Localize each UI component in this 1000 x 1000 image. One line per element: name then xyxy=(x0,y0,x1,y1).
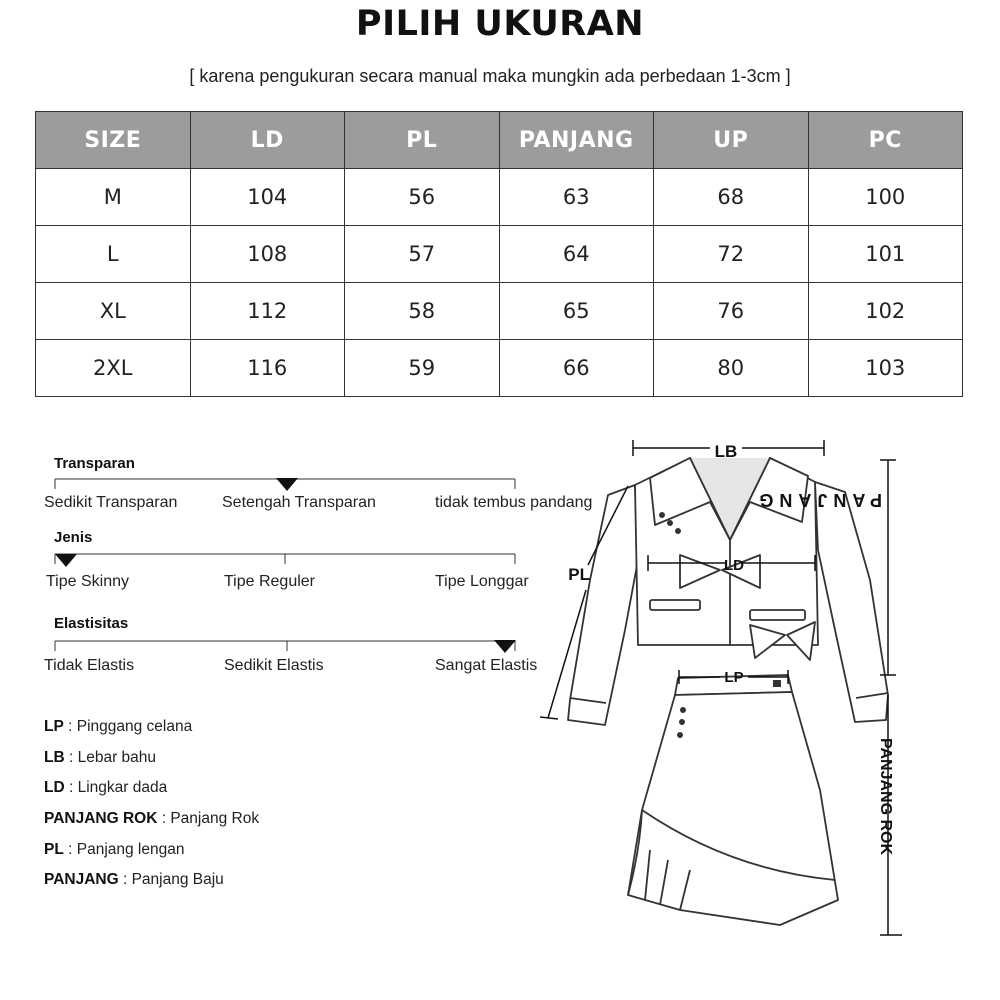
scale-option: Tipe Reguler xyxy=(224,573,316,590)
abbreviation-legend xyxy=(44,718,259,902)
label-ld: LD xyxy=(724,557,744,574)
table-cell: 63 xyxy=(499,169,654,226)
scale-jenis-line xyxy=(55,554,515,564)
marker-transparan-triangle-icon xyxy=(276,478,298,491)
header-panjang: PANJANG xyxy=(499,112,654,169)
scale-label-jenis: Jenis xyxy=(54,529,93,546)
scale-option: Tidak Elastis xyxy=(44,657,135,674)
marker-jenis-triangle-icon xyxy=(55,554,77,567)
legend-item: LD : Lingkar dada xyxy=(44,779,168,797)
marker-elastisitas-triangle-icon xyxy=(494,640,516,653)
scale-label-elastisitas: Elastisitas xyxy=(54,615,129,632)
measurement-note: [ karena pengukuran secara manual maka mungkin ada perbedaan 1-3cm ] xyxy=(189,66,791,86)
legend-item: LP : Pinggang celana xyxy=(44,718,193,735)
label-panjang-rok: PANJANG ROK xyxy=(877,738,894,856)
label-pl: PL xyxy=(568,565,590,584)
scale-option: Sedikit Transparan xyxy=(44,494,178,511)
table-cell: 108 xyxy=(190,226,345,283)
label-lb: LB xyxy=(714,442,738,461)
legend-item: PANJANG ROK : Panjang Rok xyxy=(44,810,260,828)
table-cell: 2XL xyxy=(36,340,191,397)
scale-option: Setengah Transparan xyxy=(222,494,376,511)
label-panjang: PANJANG xyxy=(753,490,882,510)
table-cell: 64 xyxy=(499,226,654,283)
scale-elastisitas-line xyxy=(55,641,515,651)
table-cell: 101 xyxy=(808,226,963,283)
table-cell: 103 xyxy=(808,340,963,397)
table-cell: L xyxy=(36,226,191,283)
scale-lines xyxy=(0,0,620,700)
header-pl: PL xyxy=(345,112,500,169)
scale-option: Sedikit Elastis xyxy=(224,657,324,674)
table-cell: 102 xyxy=(808,283,963,340)
label-lp: LP xyxy=(724,669,744,686)
table-cell: 59 xyxy=(345,340,500,397)
scale-option: Tipe Skinny xyxy=(46,573,129,590)
table-cell: 80 xyxy=(654,340,809,397)
legend-item: PL : Panjang lengan xyxy=(44,840,185,858)
table-cell: 72 xyxy=(654,226,809,283)
table-cell: 66 xyxy=(499,340,654,397)
header-size: SIZE xyxy=(36,112,191,169)
scale-option: Tipe Longgar xyxy=(435,573,529,590)
table-cell: 58 xyxy=(345,283,500,340)
header-ld: LD xyxy=(190,112,345,169)
skirt-illustration-icon xyxy=(628,675,838,925)
table-cell: 56 xyxy=(345,169,500,226)
table-cell: 65 xyxy=(499,283,654,340)
table-cell: 76 xyxy=(654,283,809,340)
legend-item: PANJANG : Panjang Baju xyxy=(44,871,224,889)
table-cell: 57 xyxy=(345,226,500,283)
header-up: UP xyxy=(654,112,809,169)
scale-label-transparan: Transparan xyxy=(54,455,135,472)
header-pc: PC xyxy=(808,112,963,169)
table-cell: M xyxy=(36,169,191,226)
table-cell: 116 xyxy=(190,340,345,397)
page-title: PILIH UKURAN xyxy=(355,4,645,44)
table-cell: 104 xyxy=(190,169,345,226)
legend-item: LB : Lebar bahu xyxy=(44,748,157,766)
table-cell: 68 xyxy=(654,169,809,226)
table-cell: 100 xyxy=(808,169,963,226)
table-cell: 112 xyxy=(190,283,345,340)
garment-measurement-diagram xyxy=(530,430,930,950)
table-cell: XL xyxy=(36,283,191,340)
scale-option: tidak tembus pandang xyxy=(435,494,593,511)
scale-option: Sangat Elastis xyxy=(435,657,538,674)
